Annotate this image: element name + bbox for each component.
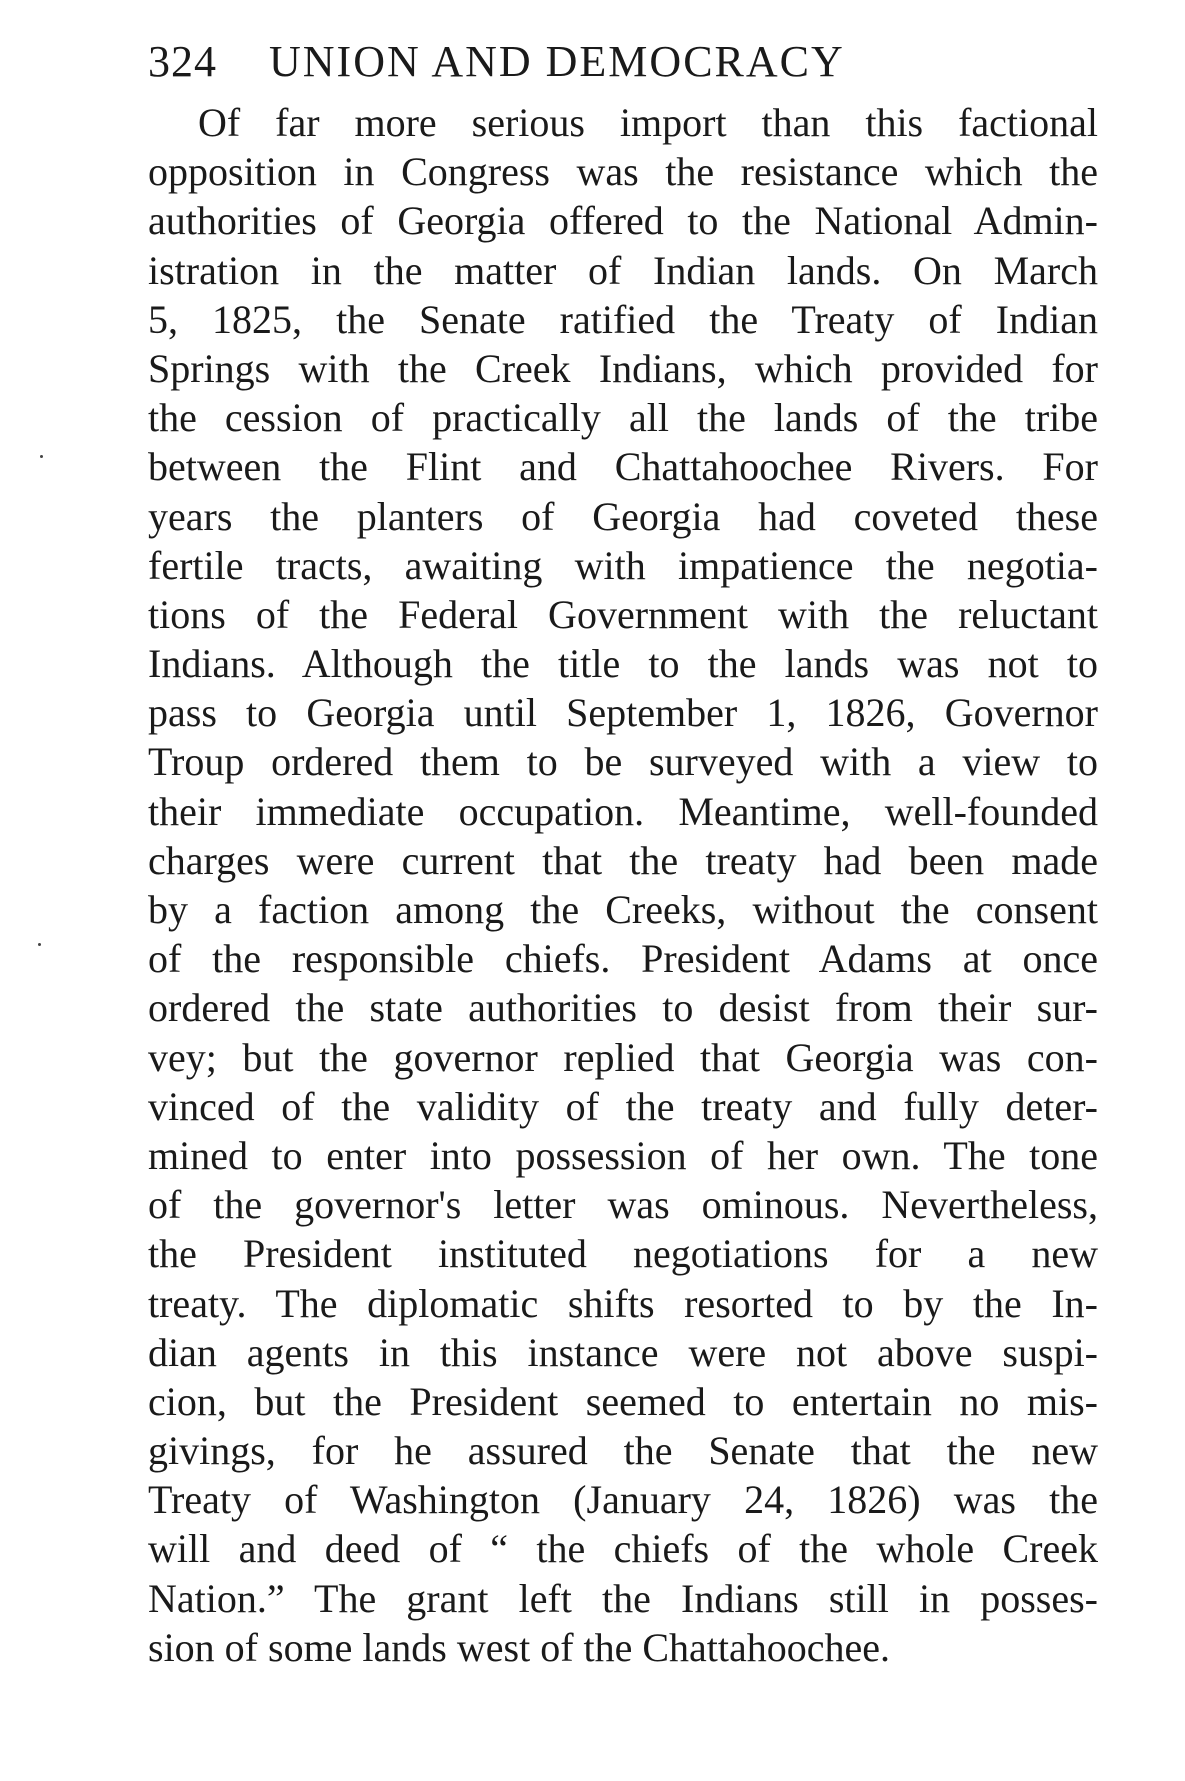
text-line: ordered the state authorities to desist from their sur- <box>148 985 1098 1031</box>
text-line: givings, for he assured the Senate that the new <box>148 1428 1098 1474</box>
text-line: vinced of the validity of the treaty and fully deter- <box>148 1083 1098 1129</box>
text-line: cion, but the President seemed to entertain no mis- <box>148 1378 1098 1424</box>
text-line: Treaty of Washington (January 24, 1826) was the <box>148 1477 1098 1523</box>
text-line: by a faction among the Creeks, without the consent <box>148 887 1098 932</box>
text-line: vey; but the governor replied that Georgia was con- <box>148 1034 1098 1080</box>
text-line: Troup ordered them to be surveyed with a view to <box>148 739 1098 785</box>
text-line: charges were current that the treaty had been made <box>148 837 1098 883</box>
text-line: their immediate occupation. Meantime, well-founded <box>148 788 1098 834</box>
text-line: pass to Georgia until September 1, 1826, Governor <box>148 690 1098 736</box>
page-number: 324 <box>148 37 217 86</box>
scan-speck <box>38 943 41 946</box>
text-line: istration in the matter of Indian lands. On March <box>148 247 1098 293</box>
text-line: between the Flint and Chattahoochee Rivers. For <box>148 444 1098 490</box>
text-line: Indians. Although the title to the lands was not to <box>148 641 1098 687</box>
text-line: the President instituted negotiations for a new <box>148 1231 1098 1277</box>
text-line: authorities of Georgia offered to the National Admin- <box>148 198 1098 244</box>
text-line: sion of some lands west of the Chattahoochee. <box>148 1624 891 1670</box>
text-line: of the responsible chiefs. President Adams at once <box>148 936 1098 982</box>
running-title: UNION AND DEMOCRACY <box>269 37 845 86</box>
text-line: Springs with the Creek Indians, which provided for <box>148 345 1098 391</box>
text-line: the cession of practically all the lands of the tribe <box>148 395 1098 441</box>
text-line: mined to enter into possession of her own. The tone <box>148 1132 1098 1178</box>
text-line: dian agents in this instance were not above suspi- <box>148 1329 1098 1375</box>
text-line: tions of the Federal Government with the reluctant <box>148 591 1098 637</box>
text-line: years the planters of Georgia had coveted these <box>148 493 1098 539</box>
text-line: fertile tracts, awaiting with impatience the negotia- <box>148 542 1098 588</box>
text-line: of the governor's letter was ominous. Nevertheless, <box>148 1182 1098 1228</box>
text-line: will and deed of “ the chiefs of the whole Creek <box>148 1526 1098 1572</box>
running-head <box>148 34 1108 90</box>
text-line: Of far more serious import than this factional <box>198 100 1098 145</box>
text-line: opposition in Congress was the resistance which the <box>148 149 1098 195</box>
body-paragraph <box>148 98 1098 1672</box>
text-line: treaty. The diplomatic shifts resorted to by the In- <box>148 1280 1098 1326</box>
text-line: 5, 1825, the Senate ratified the Treaty of Indian <box>148 296 1098 342</box>
text-line: Nation.” The grant left the Indians still in posses- <box>148 1575 1098 1621</box>
scan-speck <box>40 455 43 458</box>
